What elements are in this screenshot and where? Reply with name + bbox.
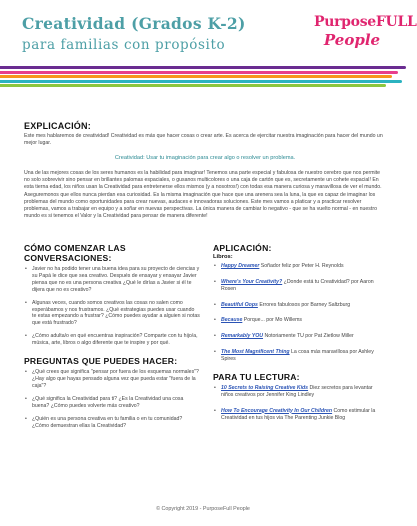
list-item: • ¿Quién es una persona creativa en tu familia o en tu comunidad? ¿Cómo demuestran ellas la Creatividad?: [24, 416, 200, 430]
book-link[interactable]: Beautiful Oops: [221, 301, 258, 308]
list-item: • Javier no ha podido tener una buena idea para su proyecto de ciencias y su Papá le dice que sea creativo. Después de ensayar y ensayar Javier piensa que no es una persona creativa ¿Qué le dirías a Javier si él te dijera que no es creativo?: [24, 266, 200, 294]
color-stripe: [0, 66, 406, 69]
books-list: [213, 263, 385, 363]
right-column: [213, 243, 385, 430]
color-stripe: [0, 80, 402, 83]
book-link[interactable]: Because: [221, 317, 243, 324]
list-item: • ¿Cómo adulta/o en qué encuentras inspiración? Comparte con tu hijo/a, música, arte, libros o algo diferente que te inspire y por qué.: [24, 333, 200, 347]
article-link[interactable]: 10 Secrets to Raising Creative Kids: [221, 384, 309, 391]
conversaciones-heading: CÓMO COMENZAR LAS CONVERSACIONES:: [24, 243, 126, 263]
books-label: Libros:: [213, 254, 233, 260]
lectura-list: [213, 385, 385, 422]
book-item: • Beautiful Oops Errores fabulosos por Barney Saltzburg: [213, 302, 385, 309]
explicacion-intro: Este mes hablaremos de creatividad! Creatividad es más que hacer cosas o crear arte. Es acerca de ejercitar nuestra imaginación para hacer del mundo un mejor lugar.: [24, 133, 383, 147]
logo-line-1: PurposeFULL: [314, 14, 417, 30]
color-stripe: [0, 75, 392, 78]
book-item: • Where's Your Creativity? ¿Donde está tu Creatividad? por Aaron Rosen: [213, 279, 385, 293]
purposefull-logo: [314, 14, 417, 62]
preguntas-heading: PREGUNTAS QUE PUEDES HACER:: [24, 356, 178, 367]
book-link[interactable]: Happy Dreamer: [221, 263, 260, 269]
explicacion-body: Una de las mejores cosas de los seres humanos es la habilidad para imaginar! Tenemos una parte especial y fabulosa de nuestro cerebro que nos permite no solo sobrevivir sino pensar en brillantes palomas espaciales, o gusanos multicolores o una caja de cartón que es, secretamente un cohete espacial! En esta tierna edad, los niños usan la Creatividad para entretenerse ellos mismos (y a nosotros!) con todas esa manera curiosa y maravillosa de ver el mundo. Aseguremonos que ellos nunca pierdan esa curiosidad. Es la misma imaginación que hace que una arenera sea la luna, la que es capaz de imaginar los problemas del mundo como oportunidades para crear nuevas, audaces e innovadoras soluciones. Este mes vamos a platicar y a practicar resolver problemas, vamos a trabajar en equipo y a soñar en nuevas perspectivas. La única manera de cambiar lo negativo - que se ha vuelto normal - en nuestro mundo es si tenemos el Valor y la Creatividad para pensar de manera diferente!: [24, 170, 382, 220]
book-link[interactable]: Where's Your Creativity?: [221, 278, 283, 285]
reading-item: • 10 Secrets to Raising Creative Kids Diez secretos para levantar niños creativos por Jennifer King Lindley: [213, 385, 385, 399]
color-stripes: [0, 66, 406, 89]
book-link[interactable]: Remarkably YOU: [221, 333, 264, 340]
article-link[interactable]: How To Encourage Creativity In Our Children: [221, 407, 333, 414]
book-item: • The Most Magnificent Thing La cosa más maravillosa por Ashley Spires: [213, 349, 385, 363]
preguntas-list: [24, 369, 200, 429]
book-link[interactable]: The Most Magnificent Thing: [221, 348, 290, 355]
list-item: • ¿Qué crees que significa "pensar por fuera de los esquemas normales"? ¿Hay algo que hayas pensado alguna vez que pueda estar "fuera de la caja"?: [24, 369, 200, 390]
footer-copyright: © Copyright 2019 - PurposeFull People: [156, 506, 250, 512]
lectura-heading: PARA TU LECTURA:: [213, 371, 300, 382]
book-item: • Happy Dreamer Soñador feliz por Peter H. Reynolds: [213, 263, 385, 270]
page-subtitle: para familias con propósito: [22, 37, 226, 53]
page-title: Creatividad (Grados K-2): [22, 14, 246, 33]
color-stripe: [0, 84, 386, 87]
creatividad-definition: Creatividad: Usar tu imaginación para crear algo o resolver un problema.: [114, 155, 296, 161]
book-item: • Because Porque... por Mo Willems: [213, 317, 385, 324]
list-item: • Algunas veces, cuando somos creativos las cosas no salen como esperábamos y nos frustramos. ¿Qué estrategias puedes usar cuando te estas empezando a frustrar? ¿Cómo puedes ayudar a alguien si notas que está frustrado?: [24, 300, 200, 328]
aplicacion-heading: APLICACIÓN:: [213, 243, 272, 253]
conversaciones-list: [24, 266, 200, 347]
color-stripe: [0, 71, 398, 74]
left-column: [24, 243, 200, 435]
explicacion-heading: EXPLICACIÓN:: [24, 121, 91, 131]
list-item: • ¿Qué significa la Creatividad para ti? ¿Es la Creatividad una cosa buena? ¿Cómo puedes volverte más creativo?: [24, 396, 200, 410]
logo-line-2: People: [323, 31, 381, 49]
reading-item: • How To Encourage Creativity In Our Children Como estimular la Creatividad en tus hijos via The Parenting Junkie Blog: [213, 408, 385, 422]
book-item: • Remarkably YOU Notoriamente TU por Pat Zietlow Miller: [213, 333, 385, 340]
